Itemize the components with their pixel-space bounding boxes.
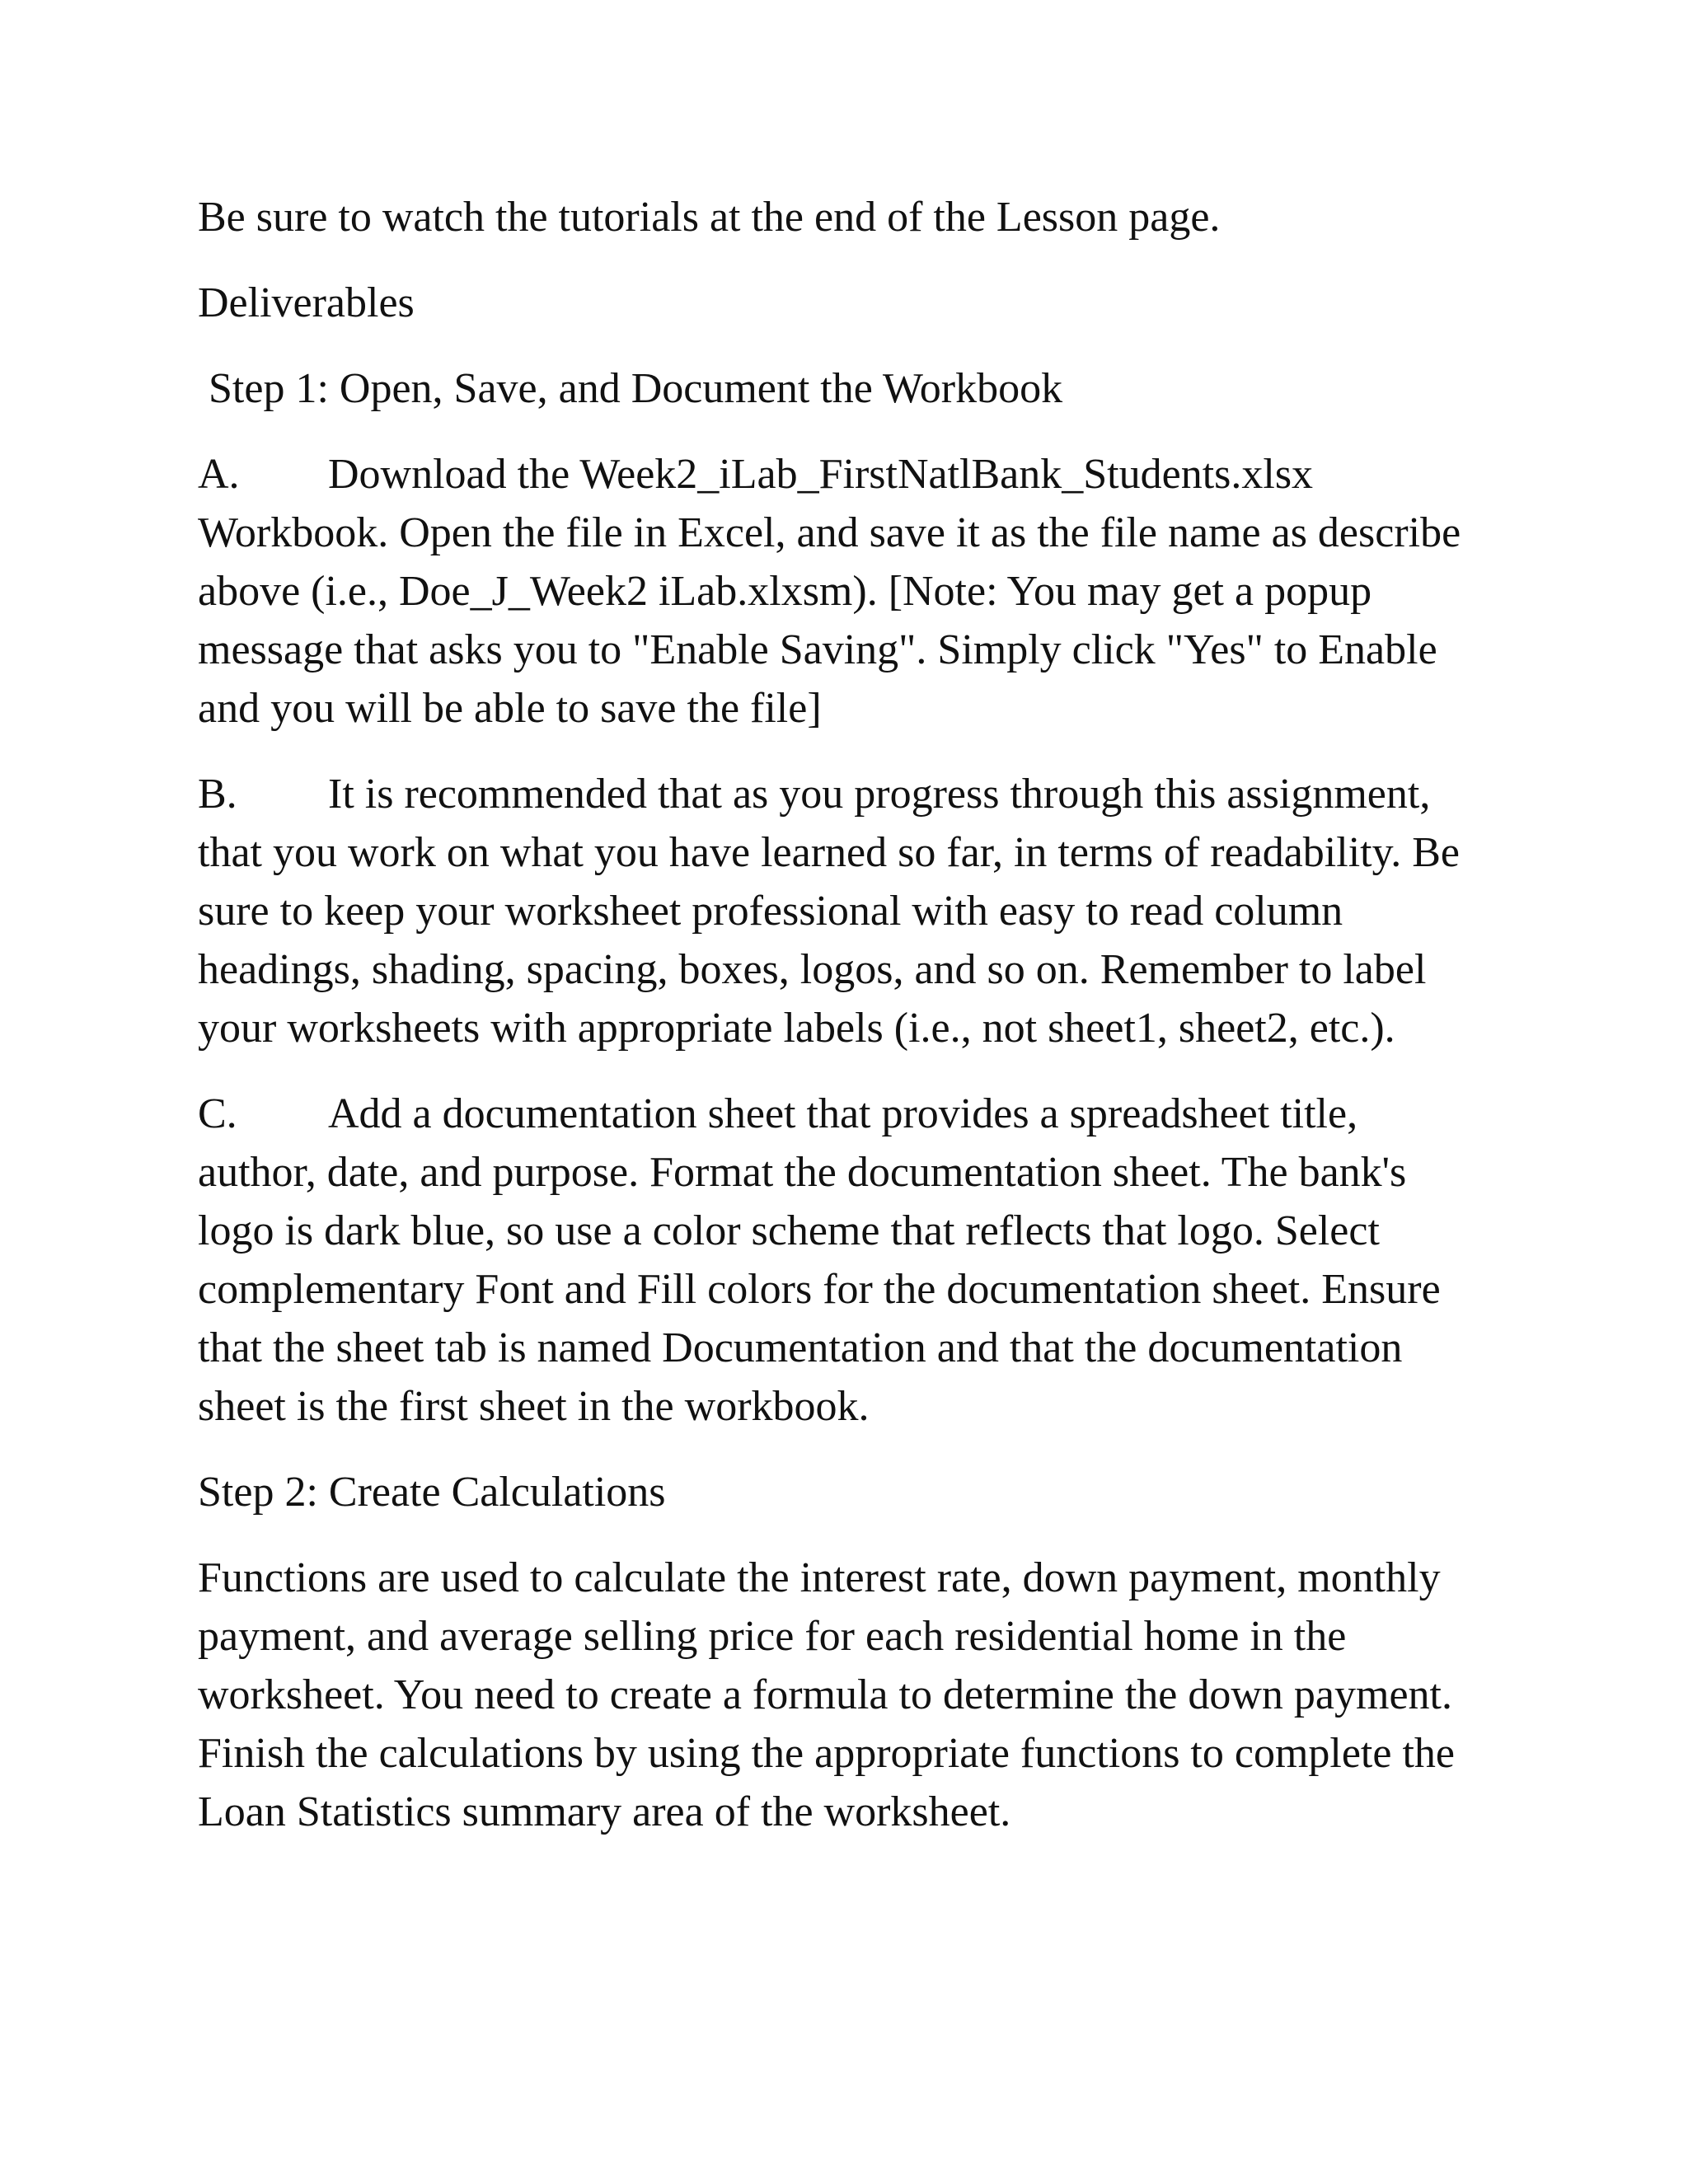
step2-heading: Step 2: Create Calculations xyxy=(198,1469,666,1516)
intro-text: Be sure to watch the tutorials at the end of the Lesson page. xyxy=(198,194,1221,241)
step1-item-b xyxy=(198,765,1484,1057)
deliverables-heading: Deliverables xyxy=(198,279,415,326)
step1-heading: Step 1: Open, Save, and Document the Workbook xyxy=(209,365,1063,412)
item-letter: C. xyxy=(198,1090,237,1137)
step1-item-a xyxy=(198,445,1484,738)
step2-body: Functions are used to calculate the interest rate, down payment, monthly payment, and average selling price for each residential home in the worksheet. You need to create a formula to determine the down payment. Finish the calculations by using the appropriate functions to complete the Loan Statistics summary area of the worksheet. xyxy=(198,1554,1455,1835)
item-text: Download the Week2_iLab_FirstNatlBank_Students.xlsx Workbook. Open the file in Excel, and save it as the file name as describe above (i.e., Doe_J_Week2 iLab.xlxsm). [Note: You may get a popup message that asks you to "Enable Saving". Simply click "Yes" to Enable and you will be able to save the file] xyxy=(198,451,1461,732)
item-letter: A. xyxy=(198,451,240,498)
item-text: Add a documentation sheet that provides a spreadsheet title, author, date, and purpose. Format the documentation sheet. The bank's logo is dark blue, so use a color scheme that reflects that logo. Select complementary Font and Fill colors for the documentation sheet. Ensure that the sheet tab is named Documentation and that the documentation sheet is the first sheet in the workbook. xyxy=(198,1090,1441,1430)
document-page xyxy=(198,188,1484,1868)
step1-item-c xyxy=(198,1085,1484,1436)
item-text: It is recommended that as you progress through this assignment, that you work on what you have learned so far, in terms of readability. Be sure to keep your worksheet professional with easy to read column headings, shading, spacing, boxes, logos, and so on. Remember to label your worksheets with appropriate labels (i.e., not sheet1, sheet2, etc.). xyxy=(198,771,1460,1052)
item-letter: B. xyxy=(198,771,237,818)
